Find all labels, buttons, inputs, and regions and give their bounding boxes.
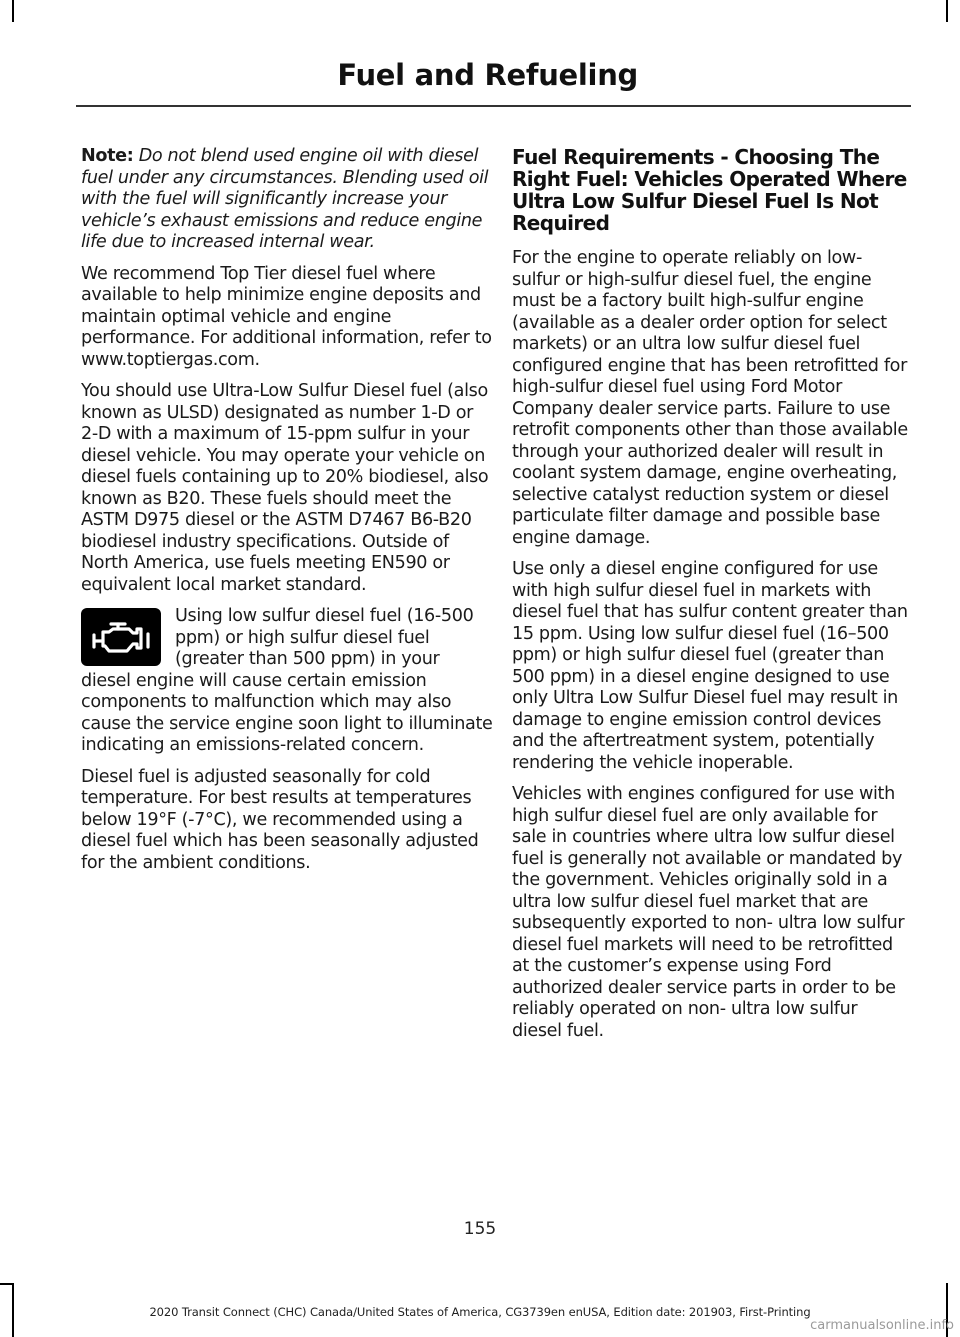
watermark-text: carmanualsonline.info xyxy=(810,1318,954,1333)
ulsd-paragraph: You should use Ultra-Low Sulfur Diesel fuel (also known as ULSD) designated as number 1-D or 2-D with a maximum of 15-ppm sulfur in your diesel vehicle. You may operate your vehicle on diesel fuels containing up to 20% biodiesel, also known as B20. These fuels should meet the ASTM D975 diesel or the ASTM D7467 B6-B20 biodiesel industry specifications. Outside of North America, use fuels meeting EN590 or equivalent local market standard. xyxy=(81,381,489,595)
crop-mark-top-right xyxy=(946,0,948,22)
note-text: Do not blend used engine oil with diesel fuel under any circumstances. Blending used oil with the fuel will significantly increase your vehicle’s exhaust emissions and reduce engine life due to increased internal wear. xyxy=(81,146,489,252)
header-divider xyxy=(76,105,911,107)
market-config-paragraph: Use only a diesel engine configured for use with high sulfur diesel fuel in markets with diesel fuel that has sulfur content greater than 15 ppm. Using low sulfur diesel fuel (16–500 ppm) or high sulfur diesel fuel (greater than 500 ppm) in a diesel engine designed to use only Ultra Low Sulfur Diesel fuel may result in damage to engine emission control devices and the aftertreatment system, potentially rendering the vehicle inoperable. xyxy=(512,559,908,773)
seasonal-paragraph: Diesel fuel is adjusted seasonally for cold temperature. For best results at temperatures below 19°F (-7°C), we recommended using a diesel fuel which has been seasonally adjusted for the ambient conditions. xyxy=(81,766,479,873)
note-label: Note: xyxy=(81,146,134,166)
warning-text: Using low sulfur diesel fuel (16-500 ppm) or high sulfur diesel fuel (greater than 500 ppm) in your diesel engine will cause certain emission components to malfunction which may also cause the service engine soon light to illuminate indicating an emissions-related concern. xyxy=(81,606,493,755)
export-retrofit-paragraph: Vehicles with engines configured for use with high sulfur diesel fuel are only available for sale in countries where ultra low sulfur diesel fuel is generally not available or mandated by the government. Vehicles originally sold in a ultra low sulfur diesel fuel market that are subsequently exported to non- ultra low sulfur diesel fuel markets will need to be retrofitted at the customer’s expense using Ford authorized dealer service parts in order to be reliably operated on non- ultra low sulfur diesel fuel. xyxy=(512,784,905,1041)
warning-paragraph xyxy=(81,606,493,757)
crop-mark-top-left xyxy=(12,0,14,22)
note-paragraph xyxy=(81,146,493,254)
page-title: Fuel and Refueling xyxy=(337,58,638,92)
right-column xyxy=(512,146,908,1052)
engine-outline-icon xyxy=(91,618,151,656)
section-heading: Fuel Requirements - Choosing The Right Fuel: Vehicles Operated Where Ultra Low Sulfur Diesel Fuel Is Not Required xyxy=(512,145,907,235)
left-column xyxy=(81,146,493,884)
crop-mark-bottom-left-horizontal xyxy=(0,1283,14,1285)
page-number: 155 xyxy=(463,1219,497,1239)
edition-footer: 2020 Transit Connect (CHC) Canada/United States of America, CG3739en enUSA, Edition date: 201903, First-Printing xyxy=(149,1305,811,1319)
high-sulfur-engine-paragraph: For the engine to operate reliably on low-sulfur or high-sulfur diesel fuel, the engine must be a factory built high-sulfur engine (available as a dealer order option for select markets) or an ultra low sulfur diesel fuel configured engine that has been retrofitted for high-sulfur diesel fuel using Ford Motor Company dealer service parts. Failure to use retrofit components other than those available through your authorized dealer will result in coolant system damage, engine overheating, selective catalyst reduction system or diesel particulate filter damage and possible base engine damage. xyxy=(512,248,908,548)
top-tier-paragraph: We recommend Top Tier diesel fuel where available to help minimize engine deposits and maintain optimal vehicle and engine performance. For additional information, refer to www.toptiergas.com. xyxy=(81,263,492,370)
check-engine-icon xyxy=(81,608,161,666)
